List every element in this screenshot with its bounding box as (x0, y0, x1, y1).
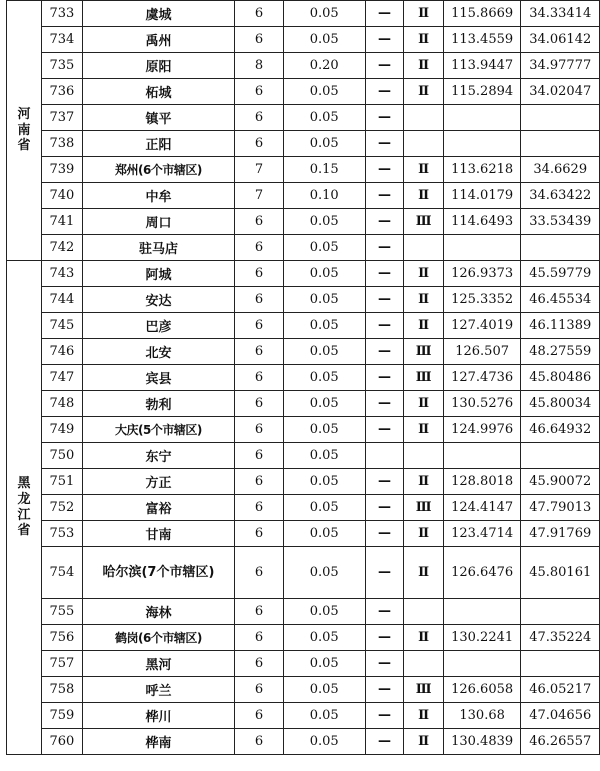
acceleration: 0.05 (283, 469, 365, 495)
acceleration: 0.05 (283, 391, 365, 417)
dash-mark: — (365, 209, 404, 235)
table-row (7, 547, 600, 599)
longitude: 113.4559 (443, 27, 521, 53)
city-name: 禹州 (82, 27, 235, 53)
zone-class: Ⅱ (404, 79, 443, 105)
acceleration: 0.10 (283, 183, 365, 209)
dash-mark: — (365, 495, 404, 521)
latitude (521, 651, 600, 677)
zone-class (404, 131, 443, 157)
acceleration: 0.05 (283, 417, 365, 443)
city-name: 哈尔滨(7个市辖区) (82, 547, 235, 599)
intensity: 6 (235, 495, 284, 521)
dash-mark: — (365, 157, 404, 183)
row-number: 733 (42, 1, 83, 27)
longitude: 130.2241 (443, 625, 521, 651)
dash-mark: — (365, 235, 404, 261)
row-number: 745 (42, 313, 83, 339)
acceleration: 0.05 (283, 729, 365, 755)
row-number: 743 (42, 261, 83, 287)
dash-mark: — (365, 339, 404, 365)
row-number: 755 (42, 599, 83, 625)
table-row (7, 443, 600, 469)
acceleration: 0.05 (283, 677, 365, 703)
dash-mark: — (365, 547, 404, 599)
city-name: 北安 (82, 339, 235, 365)
row-number: 760 (42, 729, 83, 755)
table-row (7, 261, 600, 287)
city-name: 驻马店 (82, 235, 235, 261)
intensity: 6 (235, 131, 284, 157)
acceleration: 0.05 (283, 209, 365, 235)
longitude (443, 599, 521, 625)
intensity: 6 (235, 729, 284, 755)
acceleration: 0.05 (283, 495, 365, 521)
latitude: 45.80161 (521, 547, 600, 599)
row-number: 738 (42, 131, 83, 157)
city-name: 鹤岗(6个市辖区) (82, 625, 235, 651)
intensity: 6 (235, 79, 284, 105)
intensity: 6 (235, 703, 284, 729)
acceleration: 0.05 (283, 651, 365, 677)
latitude (521, 599, 600, 625)
intensity: 8 (235, 53, 284, 79)
longitude (443, 443, 521, 469)
intensity: 6 (235, 1, 284, 27)
acceleration: 0.05 (283, 105, 365, 131)
table-row (7, 27, 600, 53)
intensity: 6 (235, 651, 284, 677)
dash-mark: — (365, 261, 404, 287)
longitude: 126.507 (443, 339, 521, 365)
row-number: 748 (42, 391, 83, 417)
intensity: 6 (235, 417, 284, 443)
latitude (521, 131, 600, 157)
zone-class: Ⅱ (404, 183, 443, 209)
zone-class: Ⅱ (404, 1, 443, 27)
city-name: 巴彦 (82, 313, 235, 339)
intensity: 6 (235, 677, 284, 703)
dash-mark: — (365, 703, 404, 729)
dash-mark: — (365, 391, 404, 417)
latitude (521, 235, 600, 261)
intensity: 6 (235, 625, 284, 651)
city-name: 勃利 (82, 391, 235, 417)
row-number: 759 (42, 703, 83, 729)
acceleration: 0.05 (283, 703, 365, 729)
zone-class: Ⅱ (404, 391, 443, 417)
longitude: 115.2894 (443, 79, 521, 105)
zone-class: Ⅱ (404, 287, 443, 313)
acceleration: 0.05 (283, 625, 365, 651)
acceleration: 0.05 (283, 521, 365, 547)
city-name: 宾县 (82, 365, 235, 391)
acceleration: 0.05 (283, 365, 365, 391)
longitude: 126.9373 (443, 261, 521, 287)
latitude: 47.91769 (521, 521, 600, 547)
intensity: 6 (235, 287, 284, 313)
row-number: 757 (42, 651, 83, 677)
longitude (443, 651, 521, 677)
zone-class: Ⅱ (404, 313, 443, 339)
longitude: 130.4839 (443, 729, 521, 755)
dash-mark: — (365, 79, 404, 105)
zone-class: Ⅲ (404, 339, 443, 365)
dash-mark: — (365, 417, 404, 443)
acceleration: 0.20 (283, 53, 365, 79)
row-number: 756 (42, 625, 83, 651)
city-name: 方正 (82, 469, 235, 495)
row-number: 746 (42, 339, 83, 365)
row-number: 747 (42, 365, 83, 391)
zone-class (404, 599, 443, 625)
zone-class: Ⅱ (404, 53, 443, 79)
province-label: 河南省 (7, 1, 42, 261)
intensity: 6 (235, 235, 284, 261)
table-row (7, 53, 600, 79)
dash-mark: — (365, 521, 404, 547)
city-name: 呼兰 (82, 677, 235, 703)
city-name: 原阳 (82, 53, 235, 79)
longitude: 115.8669 (443, 1, 521, 27)
dash-mark: — (365, 131, 404, 157)
longitude: 126.6058 (443, 677, 521, 703)
table-row (7, 417, 600, 443)
latitude: 46.05217 (521, 677, 600, 703)
table-row (7, 157, 600, 183)
longitude: 130.5276 (443, 391, 521, 417)
longitude: 124.4147 (443, 495, 521, 521)
zone-class: Ⅱ (404, 469, 443, 495)
row-number: 736 (42, 79, 83, 105)
table-row (7, 105, 600, 131)
acceleration: 0.05 (283, 261, 365, 287)
city-name: 桦南 (82, 729, 235, 755)
intensity: 6 (235, 365, 284, 391)
zone-class (404, 651, 443, 677)
city-name: 正阳 (82, 131, 235, 157)
dash-mark: — (365, 365, 404, 391)
table-row (7, 1, 600, 27)
row-number: 758 (42, 677, 83, 703)
longitude: 127.4019 (443, 313, 521, 339)
longitude (443, 235, 521, 261)
dash-mark: — (365, 651, 404, 677)
zone-class: Ⅲ (404, 209, 443, 235)
latitude: 34.33414 (521, 1, 600, 27)
table-row (7, 391, 600, 417)
table-row (7, 287, 600, 313)
dash-mark: — (365, 183, 404, 209)
row-number: 741 (42, 209, 83, 235)
longitude: 114.6493 (443, 209, 521, 235)
city-name: 安达 (82, 287, 235, 313)
acceleration: 0.05 (283, 79, 365, 105)
latitude: 46.45534 (521, 287, 600, 313)
row-number: 734 (42, 27, 83, 53)
city-name: 阿城 (82, 261, 235, 287)
zone-class (404, 235, 443, 261)
table-row (7, 599, 600, 625)
table-row (7, 729, 600, 755)
intensity: 6 (235, 339, 284, 365)
longitude: 124.9976 (443, 417, 521, 443)
dash-mark: — (365, 53, 404, 79)
table-row (7, 521, 600, 547)
city-name: 中牟 (82, 183, 235, 209)
table-row (7, 625, 600, 651)
table-row (7, 677, 600, 703)
table-row (7, 651, 600, 677)
dash-mark: — (365, 469, 404, 495)
city-name: 海林 (82, 599, 235, 625)
zone-class: Ⅱ (404, 157, 443, 183)
longitude: 113.6218 (443, 157, 521, 183)
table-row (7, 339, 600, 365)
latitude: 47.35224 (521, 625, 600, 651)
latitude: 45.80034 (521, 391, 600, 417)
province-label: 黑龙江省 (7, 261, 42, 755)
latitude: 33.53439 (521, 209, 600, 235)
row-number: 737 (42, 105, 83, 131)
dash-mark: — (365, 105, 404, 131)
longitude: 123.4714 (443, 521, 521, 547)
latitude: 47.04656 (521, 703, 600, 729)
latitude: 45.90072 (521, 469, 600, 495)
row-number: 749 (42, 417, 83, 443)
longitude: 127.4736 (443, 365, 521, 391)
zone-class: Ⅱ (404, 521, 443, 547)
row-number: 754 (42, 547, 83, 599)
longitude: 128.8018 (443, 469, 521, 495)
dash-mark: — (365, 729, 404, 755)
table-row (7, 235, 600, 261)
zone-class: Ⅱ (404, 547, 443, 599)
table-row (7, 183, 600, 209)
latitude: 34.02047 (521, 79, 600, 105)
city-name: 黑河 (82, 651, 235, 677)
intensity: 6 (235, 391, 284, 417)
intensity: 6 (235, 105, 284, 131)
table-row (7, 313, 600, 339)
longitude (443, 131, 521, 157)
latitude: 34.63422 (521, 183, 600, 209)
row-number: 740 (42, 183, 83, 209)
acceleration: 0.05 (283, 1, 365, 27)
intensity: 6 (235, 261, 284, 287)
intensity: 6 (235, 313, 284, 339)
acceleration: 0.05 (283, 287, 365, 313)
acceleration: 0.05 (283, 27, 365, 53)
zone-class: Ⅲ (404, 677, 443, 703)
longitude: 113.9447 (443, 53, 521, 79)
acceleration: 0.05 (283, 339, 365, 365)
city-name: 周口 (82, 209, 235, 235)
latitude (521, 105, 600, 131)
row-number: 742 (42, 235, 83, 261)
intensity: 7 (235, 183, 284, 209)
intensity: 6 (235, 521, 284, 547)
row-number: 750 (42, 443, 83, 469)
dash-mark: — (365, 677, 404, 703)
latitude: 46.11389 (521, 313, 600, 339)
latitude: 46.26557 (521, 729, 600, 755)
zone-class: Ⅲ (404, 365, 443, 391)
dash-mark: — (365, 625, 404, 651)
latitude (521, 443, 600, 469)
row-number: 739 (42, 157, 83, 183)
longitude: 125.3352 (443, 287, 521, 313)
table-row (7, 209, 600, 235)
city-name: 柘城 (82, 79, 235, 105)
intensity: 6 (235, 469, 284, 495)
city-name: 大庆(5个市辖区) (82, 417, 235, 443)
city-name: 东宁 (82, 443, 235, 469)
seismic-table (6, 0, 600, 755)
city-name: 虞城 (82, 1, 235, 27)
acceleration: 0.15 (283, 157, 365, 183)
table-row (7, 469, 600, 495)
row-number: 744 (42, 287, 83, 313)
acceleration: 0.05 (283, 599, 365, 625)
dash-mark: — (365, 1, 404, 27)
zone-class: Ⅱ (404, 27, 443, 53)
table-row (7, 495, 600, 521)
zone-class: Ⅱ (404, 261, 443, 287)
intensity: 6 (235, 27, 284, 53)
row-number: 753 (42, 521, 83, 547)
acceleration: 0.05 (283, 131, 365, 157)
acceleration: 0.05 (283, 313, 365, 339)
table-row (7, 365, 600, 391)
intensity: 6 (235, 443, 284, 469)
dash-mark (365, 443, 404, 469)
latitude: 34.97777 (521, 53, 600, 79)
zone-class (404, 105, 443, 131)
row-number: 751 (42, 469, 83, 495)
zone-class: Ⅱ (404, 703, 443, 729)
acceleration: 0.05 (283, 235, 365, 261)
longitude (443, 105, 521, 131)
intensity: 6 (235, 599, 284, 625)
dash-mark: — (365, 27, 404, 53)
zone-class (404, 443, 443, 469)
intensity: 6 (235, 209, 284, 235)
table-row (7, 131, 600, 157)
dash-mark: — (365, 313, 404, 339)
zone-class: Ⅱ (404, 729, 443, 755)
latitude: 34.6629 (521, 157, 600, 183)
intensity: 6 (235, 547, 284, 599)
latitude: 45.59779 (521, 261, 600, 287)
latitude: 34.06142 (521, 27, 600, 53)
longitude: 126.6476 (443, 547, 521, 599)
table-row (7, 79, 600, 105)
table-row (7, 703, 600, 729)
latitude: 47.79013 (521, 495, 600, 521)
latitude: 48.27559 (521, 339, 600, 365)
city-name: 桦川 (82, 703, 235, 729)
latitude: 46.64932 (521, 417, 600, 443)
row-number: 752 (42, 495, 83, 521)
acceleration: 0.05 (283, 547, 365, 599)
dash-mark: — (365, 287, 404, 313)
row-number: 735 (42, 53, 83, 79)
zone-class: Ⅲ (404, 495, 443, 521)
latitude: 45.80486 (521, 365, 600, 391)
longitude: 114.0179 (443, 183, 521, 209)
longitude: 130.68 (443, 703, 521, 729)
city-name: 郑州(6个市辖区) (82, 157, 235, 183)
city-name: 富裕 (82, 495, 235, 521)
dash-mark: — (365, 599, 404, 625)
city-name: 镇平 (82, 105, 235, 131)
zone-class: Ⅱ (404, 625, 443, 651)
zone-class: Ⅱ (404, 417, 443, 443)
acceleration: 0.05 (283, 443, 365, 469)
city-name: 甘南 (82, 521, 235, 547)
intensity: 7 (235, 157, 284, 183)
